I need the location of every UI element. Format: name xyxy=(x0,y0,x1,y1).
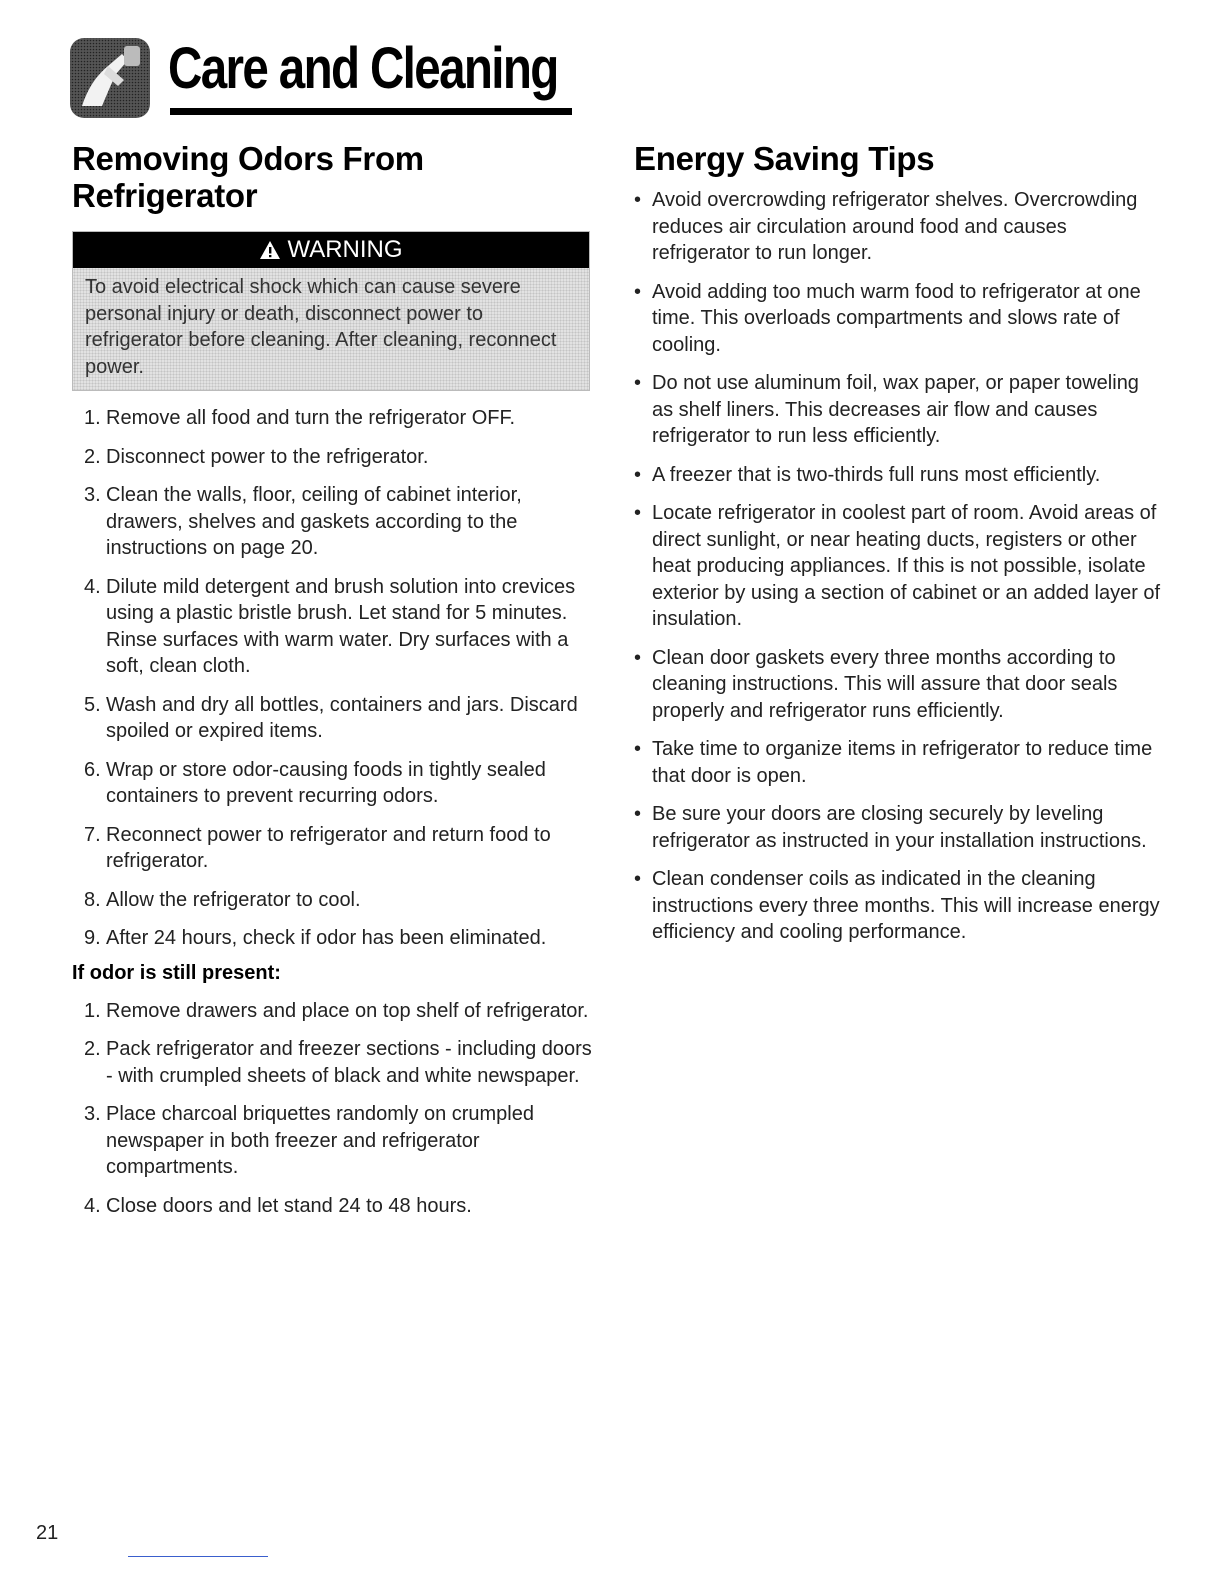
odor-steps-list xyxy=(72,405,592,952)
list-item: 4. Dilute mild detergent and brush solution into crevices using a plastic bristle brush. Let stand for 5 minutes. Rinse surfaces with warm water. Dry surfaces with a soft, clean cloth. xyxy=(84,575,576,677)
list-item: • Locate refrigerator in coolest part of room. Avoid areas of direct sunlight, or near heating ducts, registers or other heat producing appliances. If this is not possible, isolate exterior by using a section of cabinet or an added layer of insulation. xyxy=(634,502,1161,630)
warning-box xyxy=(72,231,590,391)
warning-label: WARNING xyxy=(287,236,403,263)
list-item: 1. Remove all food and turn the refrigerator OFF. xyxy=(84,407,516,429)
title-underline xyxy=(170,108,572,115)
list-item: 8. Allow the refrigerator to cool. xyxy=(84,888,361,911)
list-item: • Clean door gaskets every three months according to cleaning instructions. This will assure that door seals properly and refrigerator runs efficiently. xyxy=(634,646,1118,722)
list-item: 2. Disconnect power to the refrigerator. xyxy=(84,445,429,468)
list-item: • Clean condenser coils as indicated in the cleaning instructions every three months. This will increase energy efficiency and cooling performance. xyxy=(634,868,1160,943)
list-item: 2. Pack refrigerator and freezer sections - including doors - with crumpled sheets of black and white newspaper. xyxy=(84,1038,592,1087)
page-header xyxy=(68,20,578,120)
list-item: 7. Reconnect power to refrigerator and return food to refrigerator. xyxy=(84,823,551,872)
odors-heading xyxy=(72,140,592,214)
list-item: • Take time to organize items in refrigerator to reduce time that door is open. xyxy=(634,738,1153,787)
warning-bar xyxy=(73,232,589,268)
odors-section xyxy=(72,140,592,1231)
warning-triangle-icon xyxy=(259,240,281,260)
list-item: • Avoid overcrowding refrigerator shelves. Overcrowding reduces air circulation around food and causes refrigerator to run longer. xyxy=(634,189,1138,264)
page-number: 21 xyxy=(36,1522,59,1544)
list-item: • A freezer that is two-thirds full runs most efficiently. xyxy=(634,463,1101,486)
list-item: 1. Remove drawers and place on top shelf of refrigerator. xyxy=(84,999,589,1022)
list-item: 4. Close doors and let stand 24 to 48 hours. xyxy=(84,1194,472,1217)
odors-heading-line2: Refrigerator xyxy=(72,177,258,214)
odor-still-present-heading: If odor is still present: xyxy=(72,961,281,984)
list-item: 9. After 24 hours, check if odor has been eliminated. xyxy=(84,927,547,949)
list-item: 5. Wash and dry all bottles, containers and jars. Discard spoiled or expired items. xyxy=(84,693,578,742)
energy-tips-list xyxy=(634,187,1164,946)
list-item: • Avoid adding too much warm food to refrigerator at one time. This overloads compartments and slows rate of cooling. xyxy=(634,280,1141,356)
list-item: • Be sure your doors are closing securely by leveling refrigerator as instructed in your installation instructions. xyxy=(634,803,1147,852)
list-item: 3. Place charcoal briquettes randomly on crumpled newspaper in both freezer and refrigerator compartments. xyxy=(84,1103,534,1178)
list-item: • Do not use aluminum foil, wax paper, or paper toweling as shelf liners. This decreases air flow and causes refrigerator to run less efficiently. xyxy=(634,372,1139,447)
odors-heading-line1: Removing Odors From xyxy=(72,140,424,177)
cleaning-hand-icon xyxy=(68,36,152,120)
page-title: Care and Cleaning xyxy=(168,36,558,101)
warning-text: To avoid electrical shock which can cause severe personal injury or death, disconnect power to refrigerator before cleaning. After cleaning, reconnect power. xyxy=(73,268,589,390)
list-item: 6. Wrap or store odor-causing foods in tightly sealed containers to prevent recurring odors. xyxy=(84,758,546,807)
still-present-steps-list xyxy=(72,998,592,1220)
list-item: 3. Clean the walls, floor, ceiling of cabinet interior, drawers, shelves and gaskets according to the instructions on page 20. xyxy=(84,484,522,559)
energy-section xyxy=(634,140,1164,958)
energy-heading: Energy Saving Tips xyxy=(634,140,935,177)
footer-link-rule xyxy=(128,1556,268,1557)
